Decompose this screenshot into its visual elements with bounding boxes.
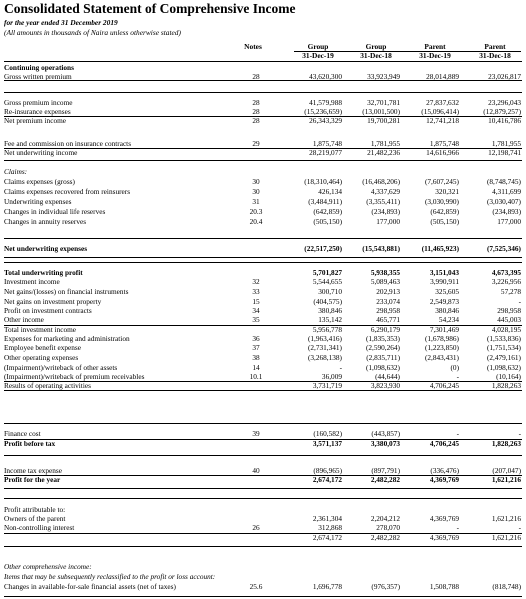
row-note: 28 [252, 72, 260, 81]
row-label: Continuing operations [4, 63, 74, 72]
row-value: 1,621,216 [491, 475, 521, 484]
row-label: Claims: [4, 167, 28, 176]
row-value: 3,823,930 [370, 381, 400, 390]
statement-row [0, 268, 526, 277]
row-value: (3,355,411) [366, 197, 400, 206]
row-value: (3,030,407) [486, 197, 521, 206]
row-value: (3,268,138) [307, 353, 342, 362]
row-value: 2,482,282 [370, 475, 400, 484]
row-value: 54,234 [438, 315, 459, 324]
row-value: (896,965) [313, 466, 342, 475]
row-value: (8,748,745) [486, 177, 521, 186]
row-value: (12,879,257) [483, 107, 521, 116]
row-value: 177,000 [497, 217, 521, 226]
row-value: - [518, 429, 521, 438]
row-value: 3,990,911 [430, 277, 459, 286]
row-value: 135,142 [318, 315, 342, 324]
row-value: 7,301,469 [429, 325, 459, 334]
row-label: Gross written premium [4, 72, 72, 81]
row-value: 1,781,955 [491, 139, 521, 148]
row-note: 31 [252, 197, 260, 206]
row-value: 1,828,263 [491, 381, 521, 390]
row-value: 2,674,172 [312, 475, 342, 484]
row-value: 3,731,719 [312, 381, 342, 390]
row-label: Fee and commission on insurance contracts [4, 139, 132, 148]
row-note: 10.1 [249, 372, 263, 381]
statement-row [0, 523, 526, 532]
row-note: 32 [252, 277, 260, 286]
statement-row [0, 306, 526, 315]
statement-row [0, 533, 526, 542]
row-value: 43,620,300 [309, 72, 342, 81]
row-value: 27,837,632 [426, 98, 459, 107]
row-value: (0) [450, 363, 459, 372]
statement-row [0, 244, 526, 253]
row-value: 312,868 [318, 523, 342, 532]
row-value: 2,482,282 [370, 533, 400, 542]
statement-row [0, 572, 526, 581]
notes-header-label: Notes [244, 42, 262, 51]
statement-row [0, 325, 526, 334]
row-label: Net gains on investment property [4, 297, 102, 306]
statement-row [0, 315, 526, 324]
statement-units-note: (All amounts in thousands of Naira unless otherwise stated) [4, 28, 181, 37]
header-divider [4, 61, 522, 62]
row-value: (15,543,881) [362, 244, 400, 253]
row-value: 32,701,781 [367, 98, 400, 107]
section-divider [4, 423, 522, 424]
row-label: Other operating expenses [4, 353, 79, 362]
row-value: (2,835,711) [366, 353, 400, 362]
row-value: 4,311,699 [492, 187, 521, 196]
row-value: - [518, 523, 521, 532]
row-value: (976,357) [371, 582, 400, 591]
row-value: 1,696,778 [312, 582, 342, 591]
row-value: (11,465,923) [421, 244, 459, 253]
statement-row [0, 439, 526, 448]
row-value: 10,416,786 [488, 116, 521, 125]
row-note: 29 [252, 139, 260, 148]
row-value: (505,150) [313, 217, 342, 226]
row-value: 4,673,395 [491, 268, 521, 277]
row-value: 4,369,769 [429, 475, 459, 484]
row-label: (Impairment)/writeback of other assets [4, 363, 118, 372]
row-value: 6,290,179 [370, 325, 400, 334]
row-label: Results of operating activities [4, 381, 91, 390]
row-note: 20.3 [249, 207, 263, 216]
row-value: 426,134 [318, 187, 342, 196]
row-label: Net underwriting income [4, 148, 78, 157]
column-date: 31-Dec-18 [479, 51, 511, 60]
row-label: Claims expenses recovered from reinsurers [4, 187, 131, 196]
row-value: 233,074 [376, 297, 400, 306]
row-value: 202,913 [376, 287, 400, 296]
statement-row [0, 363, 526, 372]
row-value: 2,674,172 [312, 533, 342, 542]
row-value: (10,164) [496, 372, 521, 381]
row-note: 30 [252, 187, 260, 196]
row-value: 4,369,769 [429, 533, 459, 542]
statement-row [0, 343, 526, 352]
row-value: (18,310,464) [304, 177, 342, 186]
row-value: (7,525,346) [486, 244, 521, 253]
row-value: 1,781,955 [370, 139, 400, 148]
row-value: (234,893) [492, 207, 521, 216]
row-value: 5,544,655 [312, 277, 342, 286]
row-note: 25.6 [249, 582, 263, 591]
row-value: 57,278 [500, 287, 521, 296]
row-value: (336,476) [430, 466, 459, 475]
row-value: (1,678,986) [424, 334, 459, 343]
row-value: (642,859) [313, 207, 342, 216]
row-value: 23,026,817 [488, 72, 521, 81]
row-value: 4,369,769 [429, 514, 459, 523]
row-note: 40 [252, 466, 260, 475]
row-value: 445,003 [497, 315, 521, 324]
row-label: Other comprehensive income: [4, 562, 92, 571]
statement-row [0, 297, 526, 306]
row-label: Expenses for marketing and administration [4, 334, 130, 343]
row-note: 33 [252, 287, 260, 296]
row-label: Investment income [4, 277, 60, 286]
row-label: Finance cost [4, 429, 41, 438]
statement-row [0, 207, 526, 216]
row-value: 1,621,216 [491, 514, 521, 523]
statement-row [0, 287, 526, 296]
row-label: Profit on investment contracts [4, 306, 92, 315]
section-divider [4, 160, 522, 161]
row-value: 298,958 [376, 306, 400, 315]
row-value: (2,731,341) [307, 343, 342, 352]
row-value: (15,096,414) [421, 107, 459, 116]
statement-row [0, 466, 526, 475]
row-value: 23,296,043 [488, 98, 521, 107]
section-divider [4, 257, 522, 258]
row-label: Items that may be subsequently reclassified to the profit or loss account: [4, 572, 216, 581]
row-value: 2,204,212 [370, 514, 400, 523]
row-label: Changes in available-for-sale financial assets (net of taxes) [4, 582, 176, 591]
row-value: - [456, 523, 459, 532]
row-note: 39 [252, 429, 260, 438]
statement-row [0, 187, 526, 196]
row-note: 28 [252, 98, 260, 107]
row-value: (2,843,431) [424, 353, 459, 362]
statement-row [0, 63, 526, 72]
row-value: 4,706,245 [429, 439, 459, 448]
section-divider [4, 596, 522, 597]
row-value: 21,482,236 [367, 148, 400, 157]
row-value: 177,000 [376, 217, 400, 226]
row-label: Net premium income [4, 116, 67, 125]
row-value: 3,226,956 [491, 277, 521, 286]
row-label: Income tax expense [4, 466, 62, 475]
column-entity: Parent [484, 42, 506, 51]
statement-row [0, 72, 526, 81]
row-value: (505,150) [430, 217, 459, 226]
row-label: Profit attributable to: [4, 505, 66, 514]
row-label: Employee benefit expense [4, 343, 81, 352]
row-value: 33,923,949 [367, 72, 400, 81]
statement-row [0, 372, 526, 381]
row-value: (3,030,990) [424, 197, 459, 206]
row-value: (207,047) [492, 466, 521, 475]
column-entity: Group [307, 42, 329, 51]
row-value: (2,590,264) [365, 343, 400, 352]
statement-row [0, 562, 526, 571]
column-date: 31-Dec-19 [419, 51, 451, 60]
row-value: (1,098,632) [486, 363, 521, 372]
row-value: 325,605 [435, 287, 459, 296]
statement-row [0, 116, 526, 125]
row-value: 380,846 [435, 306, 459, 315]
statement-row [0, 177, 526, 186]
row-value: 320,321 [435, 187, 459, 196]
row-label: Gross premium income [4, 98, 73, 107]
row-value: 2,361,304 [312, 514, 342, 523]
row-value: 5,701,827 [312, 268, 342, 277]
row-value: (1,751,534) [486, 343, 521, 352]
row-note: 38 [252, 353, 260, 362]
column-date: 31-Dec-19 [302, 51, 334, 60]
row-value: 14,616,966 [426, 148, 459, 157]
statement-row [0, 381, 526, 390]
row-value: 5,089,463 [370, 277, 400, 286]
statement-row [0, 277, 526, 286]
row-value: (404,575) [313, 297, 342, 306]
row-value: 1,508,788 [429, 582, 459, 591]
row-value: (2,479,161) [486, 353, 521, 362]
row-label: Net underwriting expenses [4, 244, 88, 253]
row-value: (234,893) [371, 207, 400, 216]
row-value: 28,219,077 [309, 148, 342, 157]
statement-row [0, 582, 526, 591]
row-label: Owners of the parent [4, 514, 66, 523]
row-value: - [339, 363, 342, 372]
statement-row [0, 505, 526, 514]
row-value: 380,846 [318, 306, 342, 315]
row-note: 20.4 [249, 217, 263, 226]
row-value: (3,484,911) [308, 197, 342, 206]
row-note: 28 [252, 107, 260, 116]
column-entity: Group [365, 42, 387, 51]
row-value: 28,014,889 [426, 72, 459, 81]
row-value: (1,533,836) [486, 334, 521, 343]
statement-row [0, 139, 526, 148]
row-value: - [518, 297, 521, 306]
statement-row [0, 148, 526, 157]
statement-row [0, 98, 526, 107]
statement-row [0, 475, 526, 484]
section-divider [4, 390, 522, 391]
row-value: 1,875,748 [429, 139, 459, 148]
section-divider [4, 262, 522, 263]
row-value: 1,828,263 [491, 439, 521, 448]
row-value: 2,549,873 [429, 297, 459, 306]
row-value: (160,582) [313, 429, 342, 438]
statement-period: for the year ended 31 December 2019 [4, 18, 118, 27]
row-label: Re-insurance expenses [4, 107, 71, 116]
row-value: (818,748) [492, 582, 521, 591]
row-value: 4,706,245 [429, 381, 459, 390]
row-label: Changes in individual life reserves [4, 207, 106, 216]
row-label: Other income [4, 315, 44, 324]
section-divider [4, 92, 522, 93]
row-value: (1,223,850) [424, 343, 459, 352]
row-value: 12,198,741 [488, 148, 521, 157]
row-note: 15 [252, 297, 260, 306]
row-note: 37 [252, 343, 260, 352]
row-value: 4,028,195 [491, 325, 521, 334]
statement-row [0, 429, 526, 438]
row-value: 4,337,629 [370, 187, 400, 196]
row-value: 465,771 [376, 315, 400, 324]
row-note: 26 [252, 523, 260, 532]
row-value: (443,857) [371, 429, 400, 438]
section-divider [4, 455, 522, 456]
row-label: Changes in annuity reserves [4, 217, 87, 226]
row-label: Total investment income [4, 325, 77, 334]
row-note: 35 [252, 315, 260, 324]
row-value: (13,001,500) [362, 107, 400, 116]
row-label: Profit for the year [4, 475, 61, 484]
row-value: 1,621,216 [491, 533, 521, 542]
statement-row [0, 353, 526, 362]
column-entity: Parent [424, 42, 446, 51]
row-note: 28 [252, 116, 260, 125]
row-note: 36 [252, 334, 260, 343]
header-underline [294, 51, 521, 52]
row-value: (15,236,659) [304, 107, 342, 116]
row-value: 12,741,218 [426, 116, 459, 125]
statement-row [0, 107, 526, 116]
statement-row [0, 197, 526, 206]
row-value: 300,710 [318, 287, 342, 296]
row-value: (1,835,353) [365, 334, 400, 343]
row-value: (16,468,206) [362, 177, 400, 186]
statement-row [0, 167, 526, 176]
row-value: 36,009 [321, 372, 342, 381]
row-value: (1,963,416) [307, 334, 342, 343]
row-value: 26,343,329 [309, 116, 342, 125]
row-value: 5,938,355 [370, 268, 400, 277]
row-label: Claims expenses (gross) [4, 177, 75, 186]
statement-title: Consolidated Statement of Comprehensive Income [4, 1, 296, 16]
section-divider [4, 488, 522, 489]
row-label: Non-controlling interest [4, 523, 75, 532]
section-divider [4, 238, 522, 239]
notes-header [230, 42, 276, 51]
row-value: (7,607,245) [424, 177, 459, 186]
row-label: Profit before tax [4, 439, 56, 448]
row-label: Net gains/(losses) on financial instruments [4, 287, 129, 296]
column-date: 31-Dec-18 [360, 51, 392, 60]
row-label: (Impairment)/writeback of premium receivables [4, 372, 145, 381]
row-value: 19,700,281 [367, 116, 400, 125]
row-value: (1,098,632) [365, 363, 400, 372]
row-value: 1,875,748 [312, 139, 342, 148]
row-value: (642,859) [430, 207, 459, 216]
row-value: - [456, 372, 459, 381]
row-label: Underwriting expenses [4, 197, 72, 206]
section-divider [4, 546, 522, 547]
row-value: 298,958 [497, 306, 521, 315]
section-divider [4, 498, 522, 499]
row-value: - [456, 429, 459, 438]
statement-row [0, 334, 526, 343]
statement-row [0, 217, 526, 226]
row-note: 30 [252, 177, 260, 186]
row-value: 3,571,137 [312, 439, 342, 448]
row-value: 41,579,988 [309, 98, 342, 107]
row-value: 5,956,778 [312, 325, 342, 334]
row-value: 3,380,073 [370, 439, 400, 448]
row-value: (22,517,250) [304, 244, 342, 253]
row-note: 34 [252, 306, 260, 315]
statement-row [0, 514, 526, 523]
row-value: (44,644) [375, 372, 400, 381]
row-value: 278,070 [376, 523, 400, 532]
row-label: Total underwriting profit [4, 268, 83, 277]
row-note: 14 [252, 363, 260, 372]
row-value: 3,151,043 [429, 268, 459, 277]
row-value: (897,791) [371, 466, 400, 475]
